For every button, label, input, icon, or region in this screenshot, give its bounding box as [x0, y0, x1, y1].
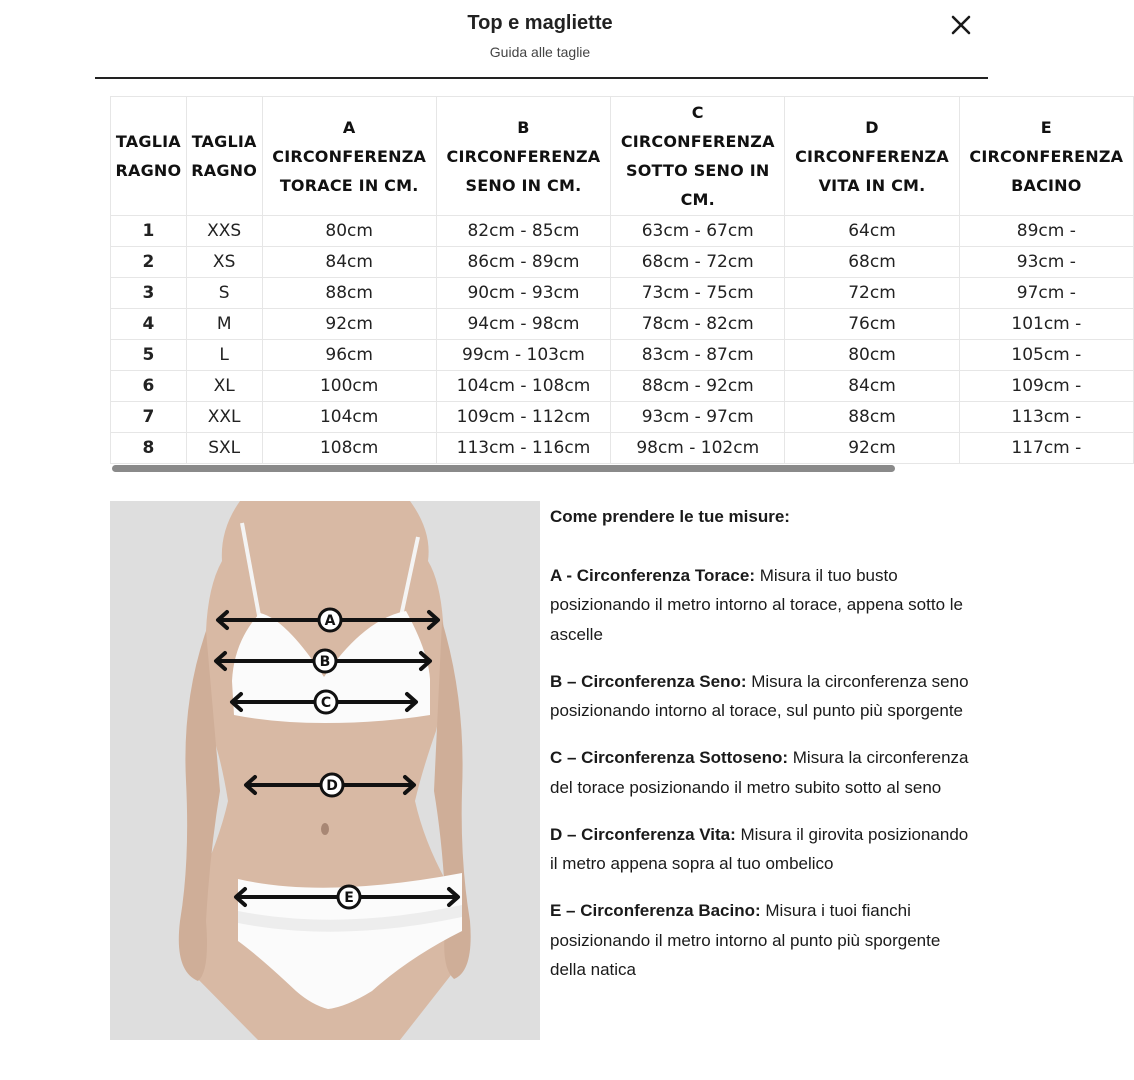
column-header-line: B [517, 117, 530, 137]
guide-item [550, 820, 980, 879]
table-cell-e: 89cm - [959, 216, 1133, 247]
table-cell-taglia_letter: S [186, 278, 262, 309]
guide-item-text: Misura il girovita posizionando il metro appena sopra al tuo ombelico [550, 824, 969, 873]
table-header-row [111, 97, 1134, 216]
measurement-guide [550, 502, 980, 1002]
table-cell-e: 105cm - [959, 340, 1133, 371]
column-header-line: CIRCONFERENZA [969, 146, 1124, 166]
column-header-taglia [111, 97, 187, 216]
table-cell-a: 80cm [262, 216, 436, 247]
scrollbar-thumb[interactable] [112, 465, 895, 472]
measurement-figure [110, 501, 540, 1040]
table-cell-d: 84cm [785, 371, 959, 402]
size-table [110, 96, 1134, 464]
guide-items [550, 561, 980, 985]
table-row [111, 402, 1134, 433]
table-row [111, 309, 1134, 340]
guide-item [550, 561, 980, 650]
column-header-line: SOTTO SENO IN [626, 161, 770, 180]
table-cell-a: 96cm [262, 340, 436, 371]
table-cell-e: 93cm - [959, 247, 1133, 278]
column-header-a [262, 97, 436, 216]
table-body [111, 216, 1134, 464]
table-row [111, 433, 1134, 464]
guide-title: Come prendere le tue misure: [550, 507, 790, 526]
table-cell-a: 92cm [262, 309, 436, 340]
table-cell-b: 109cm - 112cm [436, 402, 610, 433]
column-header-line: CM. [680, 190, 715, 209]
table-cell-taglia_letter: XL [186, 371, 262, 402]
close-button[interactable] [944, 8, 978, 42]
modal-title: Top e magliette [467, 12, 613, 34]
body-illustration [110, 501, 540, 1040]
table-cell-taglia_letter: XXL [186, 402, 262, 433]
header-divider [95, 77, 988, 79]
table-cell-e: 97cm - [959, 278, 1133, 309]
table-cell-taglia: 5 [111, 340, 187, 371]
guide-item-label: E – Circonferenza Bacino: [550, 901, 761, 920]
column-header-line: E [1040, 117, 1052, 137]
table-cell-b: 94cm - 98cm [436, 309, 610, 340]
guide-item-text: Misura la circonferenza del torace posizionando il metro subito sotto al seno [550, 748, 969, 797]
table-cell-a: 100cm [262, 371, 436, 402]
guide-item [550, 896, 980, 985]
table-row [111, 371, 1134, 402]
table-cell-c: 68cm - 72cm [611, 247, 785, 278]
table-cell-taglia_letter: M [186, 309, 262, 340]
table-cell-taglia_letter: SXL [186, 433, 262, 464]
guide-item-text: Misura il tuo busto posizionando il metro intorno al torace, appena sotto le ascelle [550, 565, 963, 644]
column-header-line: TAGLIA [191, 132, 257, 151]
measurement-marker-label: A [324, 613, 336, 629]
column-header-line: BACINO [1011, 175, 1082, 195]
column-header-line: SENO IN CM. [465, 175, 582, 195]
column-header-line: RAGNO [115, 161, 182, 180]
table-cell-d: 88cm [785, 402, 959, 433]
measurement-marker-label: C [320, 695, 332, 711]
table-cell-d: 68cm [785, 247, 959, 278]
column-header-line: CIRCONFERENZA [272, 146, 427, 166]
table-cell-e: 117cm - [959, 433, 1133, 464]
table-cell-b: 104cm - 108cm [436, 371, 610, 402]
table-cell-taglia: 2 [111, 247, 187, 278]
table-cell-taglia_letter: L [186, 340, 262, 371]
table-cell-b: 99cm - 103cm [436, 340, 610, 371]
table-cell-c: 88cm - 92cm [611, 371, 785, 402]
guide-item-label: A - Circonferenza Torace: [550, 565, 755, 585]
guide-item-text: Misura la circonferenza seno posizionando intorno al torace, sul punto più sporgente [550, 671, 969, 720]
table-cell-a: 88cm [262, 278, 436, 309]
table-cell-a: 104cm [262, 402, 436, 433]
table-cell-taglia: 6 [111, 371, 187, 402]
column-header-line: C [691, 103, 704, 122]
table-row [111, 340, 1134, 371]
column-header-line: CIRCONFERENZA [446, 146, 601, 166]
column-header-line: VITA IN CM. [818, 175, 926, 195]
column-header-line: A [342, 117, 356, 137]
guide-item [550, 743, 980, 802]
table-cell-d: 80cm [785, 340, 959, 371]
measurement-marker-label: B [319, 654, 331, 670]
table-cell-b: 82cm - 85cm [436, 216, 610, 247]
column-header-line: TAGLIA [115, 132, 181, 151]
table-cell-c: 63cm - 67cm [611, 216, 785, 247]
table-cell-c: 73cm - 75cm [611, 278, 785, 309]
table-cell-d: 92cm [785, 433, 959, 464]
table-cell-taglia_letter: XS [186, 247, 262, 278]
table-cell-c: 93cm - 97cm [611, 402, 785, 433]
table-cell-taglia: 1 [111, 216, 187, 247]
modal-subtitle: Guida alle taglie [489, 44, 591, 60]
table-cell-taglia: 4 [111, 309, 187, 340]
column-header-line: CIRCONFERENZA [620, 132, 775, 151]
table-cell-b: 90cm - 93cm [436, 278, 610, 309]
table-cell-b: 113cm - 116cm [436, 433, 610, 464]
measurement-marker-label: D [326, 778, 338, 794]
column-header-c [611, 97, 785, 216]
column-header-line: D [865, 117, 879, 137]
table-row [111, 247, 1134, 278]
column-header-line: RAGNO [191, 161, 258, 180]
horizontal-scrollbar[interactable] [110, 464, 972, 474]
table-cell-a: 84cm [262, 247, 436, 278]
table-row [111, 278, 1134, 309]
column-header-e [959, 97, 1133, 216]
table-cell-e: 101cm - [959, 309, 1133, 340]
table-cell-taglia: 7 [111, 402, 187, 433]
column-header-line: TORACE IN CM. [279, 175, 419, 195]
guide-item-text: Misura i tuoi fianchi posizionando il metro intorno al punto più sporgente della natica [550, 901, 941, 979]
table-cell-d: 76cm [785, 309, 959, 340]
modal-header [0, 0, 1080, 80]
table-cell-c: 83cm - 87cm [611, 340, 785, 371]
table-cell-d: 72cm [785, 278, 959, 309]
table-cell-c: 98cm - 102cm [611, 433, 785, 464]
guide-item-label: D – Circonferenza Vita: [550, 824, 736, 844]
measurement-marker-label: E [344, 890, 354, 906]
table-cell-e: 113cm - [959, 402, 1133, 433]
table-cell-e: 109cm - [959, 371, 1133, 402]
guide-item-label: B – Circonferenza Seno: [550, 671, 747, 691]
close-icon [951, 15, 971, 35]
table-cell-taglia: 3 [111, 278, 187, 309]
table-cell-c: 78cm - 82cm [611, 309, 785, 340]
column-header-b [436, 97, 610, 216]
table-cell-taglia_letter: XXS [186, 216, 262, 247]
column-header-taglia_letter [186, 97, 262, 216]
table-cell-taglia: 8 [111, 433, 187, 464]
table-cell-d: 64cm [785, 216, 959, 247]
table-row [111, 216, 1134, 247]
guide-item [550, 667, 980, 726]
table-cell-b: 86cm - 89cm [436, 247, 610, 278]
guide-item-label: C – Circonferenza Sottoseno: [550, 748, 789, 767]
table-cell-a: 108cm [262, 433, 436, 464]
size-table-scroll-area[interactable] [110, 96, 1124, 464]
column-header-line: CIRCONFERENZA [795, 146, 949, 166]
column-header-d [785, 97, 959, 216]
